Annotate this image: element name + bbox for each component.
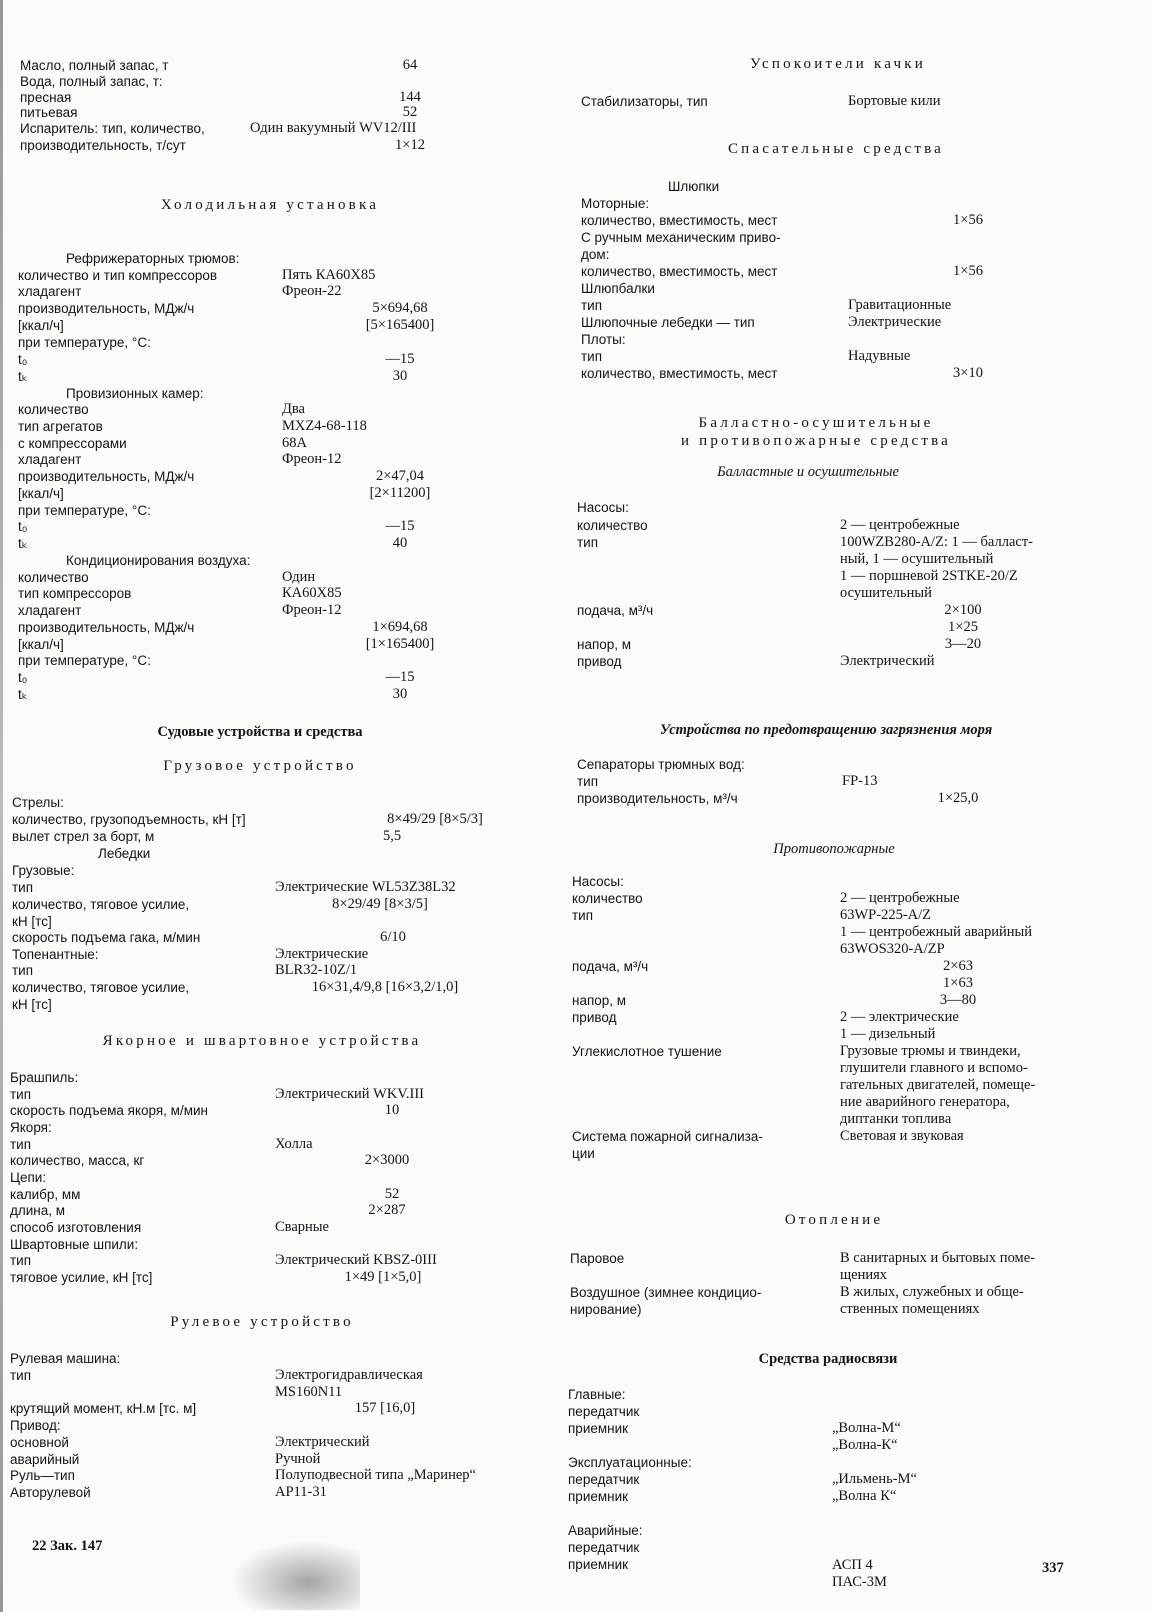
- subsection-heading: Противопожарные: [773, 841, 895, 857]
- spec-label: тяговое усилие, кН [тс]: [10, 1270, 153, 1285]
- spec-value: 2×47,04: [375, 468, 425, 484]
- spec-value: 3×10: [953, 365, 983, 381]
- spec-value: ПАС-3М: [832, 1574, 887, 1590]
- section-heading: Успокоители качки: [750, 56, 926, 72]
- page-edge-shadow: [0, 0, 3, 1612]
- spec-label: Якоря:: [10, 1120, 52, 1135]
- spec-value: —15: [385, 669, 415, 685]
- spec-label: Испаритель: тип, количество,: [20, 121, 205, 136]
- spec-value: 8×29/49 [8×3/5]: [332, 896, 428, 912]
- spec-label: при температуре, °С:: [18, 503, 151, 518]
- spec-value: 10: [384, 1102, 400, 1118]
- spec-label: длина, м: [10, 1203, 66, 1218]
- spec-value: Электрический: [840, 653, 935, 669]
- spec-value: BLR32-10Z/1: [275, 962, 358, 978]
- spec-label: [ккал/ч]: [18, 486, 64, 501]
- spec-value: Полуподвесной типа „Маринер“: [275, 1467, 476, 1483]
- spec-label: производительность, МДж/ч: [18, 301, 195, 316]
- spec-label: тип: [10, 1087, 32, 1102]
- spec-label: Шлюпки: [668, 179, 720, 194]
- spec-label: нирование): [570, 1302, 642, 1317]
- spec-label: Паровое: [570, 1251, 625, 1266]
- spec-value: [1×165400]: [365, 636, 435, 652]
- spec-label: количество, вместимость, мест: [581, 213, 778, 228]
- spec-value: 2×100: [944, 602, 982, 618]
- spec-label: [ккал/ч]: [18, 637, 64, 652]
- spec-label: Руль—тип: [10, 1468, 75, 1483]
- spec-value: —15: [385, 518, 415, 534]
- spec-value: Световая и звуковая: [840, 1128, 964, 1144]
- spec-label: тип: [10, 1137, 32, 1152]
- spec-label: при температуре, °С:: [18, 653, 151, 668]
- spec-label: передатчик: [568, 1540, 640, 1555]
- spec-value: 1×25,0: [937, 790, 979, 806]
- spec-value: 40: [392, 535, 408, 551]
- spec-label: калибр, мм: [10, 1187, 81, 1202]
- spec-label: Главные:: [568, 1387, 626, 1402]
- spec-label: пресная: [20, 90, 72, 105]
- spec-label: тип агрегатов: [18, 419, 103, 434]
- spec-label: приемник: [568, 1557, 629, 1572]
- spec-label: Лебедки: [98, 846, 151, 861]
- spec-value: 64: [402, 57, 418, 73]
- spec-value: 30: [392, 368, 408, 384]
- spec-label: Топенантные:: [12, 947, 99, 962]
- spec-value: 1×12: [395, 137, 425, 153]
- scan-smudge: [230, 1540, 360, 1610]
- spec-label: С ручным механическим приво-: [581, 230, 781, 245]
- spec-value: Пять КА60Х85: [282, 267, 376, 283]
- spec-label: при температуре, °С:: [18, 335, 151, 350]
- spec-label: напор, м: [577, 637, 632, 652]
- spec-label: приемник: [568, 1489, 629, 1504]
- spec-label: тип: [581, 298, 603, 313]
- spec-value: Электрический KBSZ-0III: [275, 1252, 437, 1268]
- spec-label: кН [тс]: [12, 914, 52, 929]
- spec-value: MXZ4-68-118: [282, 418, 367, 434]
- spec-label: Воздушное (зимнее кондицио-: [570, 1285, 762, 1300]
- spec-label: подача, м³/ч: [577, 603, 654, 618]
- spec-value: 2 — центробежные: [840, 517, 960, 533]
- spec-value: Электрогидравлическая: [275, 1367, 423, 1383]
- spec-label: тип: [10, 1368, 32, 1383]
- spec-label: Шлюпочные лебедки — тип: [581, 315, 755, 330]
- spec-label: скорость подъема якоря, м/мин: [10, 1103, 208, 1118]
- subsection-heading: Устройства по предотвращению загрязнения моря: [659, 722, 993, 738]
- spec-value: В санитарных и бытовых поме-: [840, 1250, 1035, 1266]
- spec-label: тип: [581, 349, 603, 364]
- spec-value: Один вакуумный WV12/III: [250, 120, 417, 136]
- spec-label: количество, масса, кг: [10, 1153, 145, 1168]
- spec-label: Шлюпбалки: [581, 281, 655, 296]
- spec-value: 1×694,68: [372, 619, 428, 635]
- spec-value: 1 — дизельный: [840, 1026, 936, 1042]
- spec-value: 2×287: [368, 1202, 406, 1218]
- spec-value: 1×49 [1×5,0]: [344, 1269, 422, 1285]
- spec-value: Один: [282, 569, 316, 585]
- footer-signature: 22 Зак. 147: [32, 1538, 103, 1554]
- spec-value: Ручной: [275, 1451, 321, 1467]
- spec-label: тип: [577, 535, 599, 550]
- spec-value: Электрический: [275, 1434, 370, 1450]
- spec-label: количество: [18, 570, 89, 585]
- spec-value: ние аварийного генератора,: [840, 1094, 1010, 1110]
- page-number: 337: [1042, 1560, 1064, 1576]
- spec-value: щениях: [840, 1267, 888, 1283]
- spec-value: Надувные: [848, 348, 911, 364]
- spec-value: Гравитационные: [848, 297, 952, 313]
- spec-value: 1×25: [948, 619, 978, 635]
- spec-value: диптанки топлива: [840, 1111, 952, 1127]
- spec-label: Авторулевой: [10, 1485, 91, 1500]
- spec-label: Сепараторы трюмных вод:: [577, 757, 745, 772]
- spec-value: АСП 4: [832, 1557, 873, 1573]
- spec-label: тип: [577, 774, 599, 789]
- spec-value: Бортовые кили: [848, 93, 941, 109]
- spec-value: „Волна-К“: [832, 1437, 898, 1453]
- spec-label: приемник: [568, 1421, 629, 1436]
- spec-value: „Ильмень-М“: [832, 1471, 917, 1487]
- spec-value: 1 — поршневой 2STKE-20/Z: [840, 568, 1018, 584]
- spec-label: количество и тип компрессоров: [18, 268, 218, 283]
- spec-label: Привод:: [10, 1418, 61, 1433]
- spec-value: 52: [402, 104, 418, 120]
- section-heading: Балластно-осушительные: [698, 415, 934, 431]
- spec-label: тип компрессоров: [18, 586, 132, 601]
- spec-label: количество, вместимость, мест: [581, 264, 778, 279]
- section-heading: Якорное и швартовное устройства: [102, 1033, 422, 1049]
- spec-value: 2 — центробежные: [840, 890, 960, 906]
- spec-label: способ изготовления: [10, 1220, 142, 1235]
- spec-label: количество, тяговое усилие,: [12, 897, 190, 912]
- spec-value: 100WZB280-A/Z: 1 — балласт-: [840, 534, 1034, 550]
- spec-value: Электрический WKV.III: [275, 1086, 425, 1102]
- spec-label: тип: [12, 963, 34, 978]
- spec-value: „Волна К“: [832, 1488, 897, 1504]
- spec-label: Масло, полный запас, т: [20, 58, 169, 73]
- spec-value: 8×49/29 [8×5/3]: [387, 811, 483, 827]
- spec-label: с компрессорами: [18, 436, 127, 451]
- spec-label: хладагент: [18, 452, 82, 467]
- section-heading: Рулевое устройство: [170, 1314, 354, 1330]
- spec-value: Электрические: [275, 946, 369, 962]
- spec-label: тип: [572, 908, 594, 923]
- spec-label: Стрелы:: [12, 795, 64, 810]
- spec-value: [2×11200]: [369, 485, 431, 501]
- spec-label: передатчик: [568, 1472, 640, 1487]
- spec-label: Углекислотное тушение: [572, 1044, 722, 1059]
- spec-label: Рефрижераторных трюмов:: [66, 251, 240, 266]
- spec-label: Грузовые:: [12, 863, 75, 878]
- spec-label: Насосы:: [577, 500, 629, 515]
- spec-label: дом:: [581, 247, 610, 262]
- spec-value: Фреон-12: [282, 451, 342, 467]
- spec-value: ственных помещениях: [840, 1301, 980, 1317]
- spec-label: количество: [572, 891, 643, 906]
- spec-label: количество: [577, 518, 648, 533]
- spec-value: 5,5: [382, 828, 402, 844]
- spec-value: 144: [399, 89, 421, 105]
- spec-label: tₖ: [18, 369, 28, 384]
- spec-label: тип: [10, 1253, 32, 1268]
- spec-label: вылет стрел за борт, м: [12, 829, 155, 844]
- spec-value: В жилых, служебных и обще-: [840, 1284, 1024, 1300]
- spec-label: t₀: [18, 519, 28, 534]
- spec-label: количество, тяговое усилие,: [12, 980, 190, 995]
- spec-label: Моторные:: [581, 196, 650, 211]
- spec-label: передатчик: [568, 1404, 640, 1419]
- spec-value: FP-13: [842, 773, 878, 789]
- spec-value: 52: [384, 1186, 400, 1202]
- spec-label: питьевая: [20, 105, 78, 120]
- spec-value: 3—20: [944, 636, 982, 652]
- section-heading: Грузовое устройство: [163, 758, 357, 774]
- spec-label: Вода, полный запас, т:: [20, 74, 163, 89]
- spec-label: количество, грузоподъемность, кН [т]: [12, 812, 246, 827]
- spec-label: крутящий момент, кН.м [тс. м]: [10, 1401, 197, 1416]
- spec-label: Цепи:: [10, 1170, 47, 1185]
- section-heading: Средства радиосвязи: [758, 1351, 898, 1367]
- spec-value: 1 — центробежный аварийный: [840, 924, 1033, 940]
- spec-value: Сварные: [275, 1219, 329, 1235]
- subsection-heading: Балластные и осушительные: [717, 464, 899, 480]
- spec-label: ции: [572, 1146, 595, 1161]
- spec-label: основной: [10, 1435, 69, 1450]
- spec-value: ный, 1 — осушительный: [840, 551, 994, 567]
- spec-label: Насосы:: [572, 874, 624, 889]
- spec-value: Фреон-12: [282, 602, 342, 618]
- section-heading: Отопление: [784, 1212, 884, 1228]
- spec-value: 157 [16,0]: [354, 1400, 416, 1416]
- spec-value: Два: [282, 401, 305, 417]
- spec-value: 1×63: [943, 975, 973, 991]
- spec-label: производительность, т/сут: [20, 138, 186, 153]
- spec-label: привод: [572, 1010, 617, 1025]
- spec-label: производительность, МДж/ч: [18, 620, 195, 635]
- spec-label: Стабилизаторы, тип: [581, 94, 708, 109]
- spec-label: Кондиционирования воздуха:: [66, 553, 251, 568]
- spec-value: 63WP-225-A/Z: [840, 907, 932, 923]
- spec-label: количество: [18, 402, 89, 417]
- spec-value: АР11-31: [275, 1484, 327, 1500]
- spec-value: 16×31,4/9,8 [16×3,2/1,0]: [311, 979, 459, 995]
- spec-label: [ккал/ч]: [18, 318, 64, 333]
- spec-value: глушители главного и вспомо-: [840, 1060, 1028, 1076]
- section-heading: и противопожарные средства: [680, 433, 952, 449]
- section-heading: Судовые устройства и средства: [157, 724, 363, 740]
- spec-label: Брашпиль:: [10, 1070, 79, 1085]
- spec-label: количество, вместимость, мест: [581, 366, 778, 381]
- spec-value: MS160N11: [275, 1384, 343, 1400]
- spec-label: Аварийные:: [568, 1523, 643, 1538]
- spec-label: производительность, м³/ч: [577, 791, 738, 806]
- spec-value: Электрические: [848, 314, 942, 330]
- section-heading: Холодильная установка: [160, 197, 380, 213]
- spec-value: 2×63: [943, 958, 973, 974]
- spec-label: кН [тс]: [12, 997, 52, 1012]
- spec-value: 6/10: [380, 929, 406, 945]
- spec-label: производительность, МДж/ч: [18, 469, 195, 484]
- spec-value: КА60Х85: [282, 585, 342, 601]
- spec-label: Провизионных камер:: [66, 386, 204, 401]
- spec-value: Электрические WL53Z38L32: [275, 879, 456, 895]
- section-heading: Спасательные средства: [727, 141, 945, 157]
- spec-label: скорость подъема гака, м/мин: [12, 930, 201, 945]
- spec-label: тип: [12, 880, 34, 895]
- spec-value: гательных двигателей, помеще-: [840, 1077, 1036, 1093]
- spec-value: 2×3000: [364, 1152, 410, 1168]
- spec-label: Система пожарной сигнализа-: [572, 1129, 763, 1144]
- spec-value: 63WOS320-A/ZP: [840, 941, 945, 957]
- spec-value: Фреон-22: [282, 283, 342, 299]
- spec-value: 5×694,68: [372, 300, 428, 316]
- spec-label: хладагент: [18, 284, 82, 299]
- spec-label: Эксплуатационные:: [568, 1455, 692, 1470]
- spec-value: —15: [385, 351, 415, 367]
- spec-label: tₖ: [18, 536, 28, 551]
- spec-label: аварийный: [10, 1452, 80, 1467]
- spec-label: привод: [577, 654, 622, 669]
- spec-value: [5×165400]: [365, 317, 435, 333]
- spec-value: Грузовые трюмы и твиндеки,: [840, 1043, 1021, 1059]
- spec-value: 3—80: [939, 992, 977, 1008]
- spec-value: 2 — электрические: [840, 1009, 959, 1025]
- spec-value: 1×56: [953, 212, 983, 228]
- spec-value: 30: [392, 686, 408, 702]
- spec-value: Холла: [275, 1136, 313, 1152]
- spec-label: напор, м: [572, 993, 627, 1008]
- spec-value: „Волна-М“: [832, 1420, 901, 1436]
- spec-label: tₖ: [18, 687, 28, 702]
- spec-label: хладагент: [18, 603, 82, 618]
- spec-value: 68А: [282, 435, 307, 451]
- spec-label: Плоты:: [581, 332, 626, 347]
- spec-label: t₀: [18, 352, 28, 367]
- spec-value: осушительный: [840, 585, 932, 601]
- spec-label: подача, м³/ч: [572, 959, 649, 974]
- spec-label: Рулевая машина:: [10, 1351, 121, 1366]
- spec-label: t₀: [18, 670, 28, 685]
- spec-label: Швартовные шпили:: [10, 1237, 139, 1252]
- spec-value: 1×56: [953, 263, 983, 279]
